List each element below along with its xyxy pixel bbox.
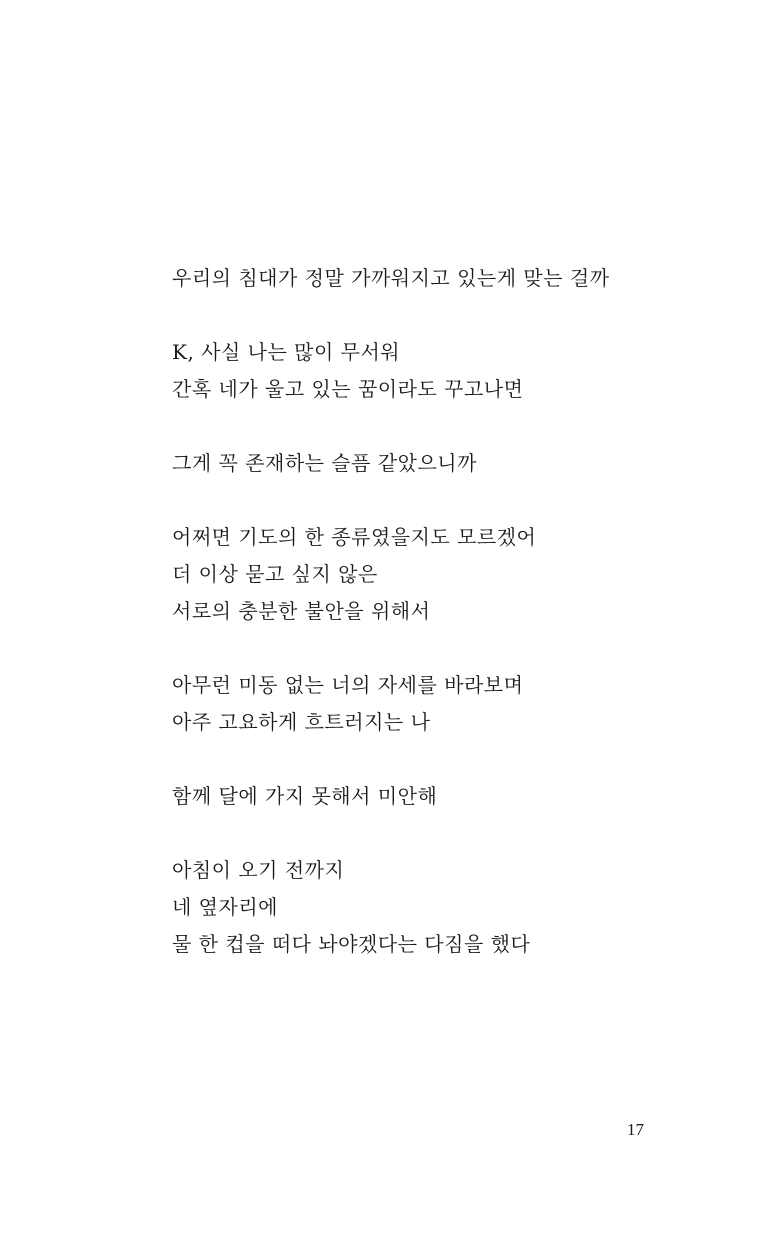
poem-line: 서로의 충분한 불안을 위해서: [172, 599, 431, 623]
poem-line: 아주 고요하게 흐트러지는 나: [172, 710, 431, 734]
poem-line: 더 이상 묻고 싶지 않은: [172, 562, 378, 586]
stanza-6: [172, 784, 712, 808]
poem-line: 그게 꼭 존재하는 슬픔 같았으니까: [172, 451, 477, 475]
poem-body: [172, 266, 712, 956]
poem-line: 함께 달에 가지 못해서 미안해: [172, 784, 438, 808]
stanza-4: [172, 525, 712, 623]
poem-line: 아침이 오기 전까지: [172, 858, 345, 882]
stanza-3: [172, 451, 712, 475]
poem-line: 물 한 컵을 떠다 놔야겠다는 다짐을 했다: [172, 932, 531, 956]
poem-line: 우리의 침대가 정말 가까워지고 있는게 맞는 걸까: [172, 266, 610, 290]
poem-line: 네 옆자리에: [172, 895, 278, 919]
poem-line: 간혹 네가 울고 있는 꿈이라도 꾸고나면: [172, 377, 524, 401]
poem-line: K, 사실 나는 많이 무서워: [172, 340, 401, 364]
stanza-1: [172, 266, 712, 290]
poem-line: 아무런 미동 없는 너의 자세를 바라보며: [172, 673, 524, 697]
stanza-5: [172, 673, 712, 734]
stanza-7: [172, 858, 712, 956]
stanza-2: [172, 340, 712, 401]
page-number: 17: [627, 1120, 644, 1139]
poem-line: 어쩌면 기도의 한 종류였을지도 모르겠어: [172, 525, 537, 549]
